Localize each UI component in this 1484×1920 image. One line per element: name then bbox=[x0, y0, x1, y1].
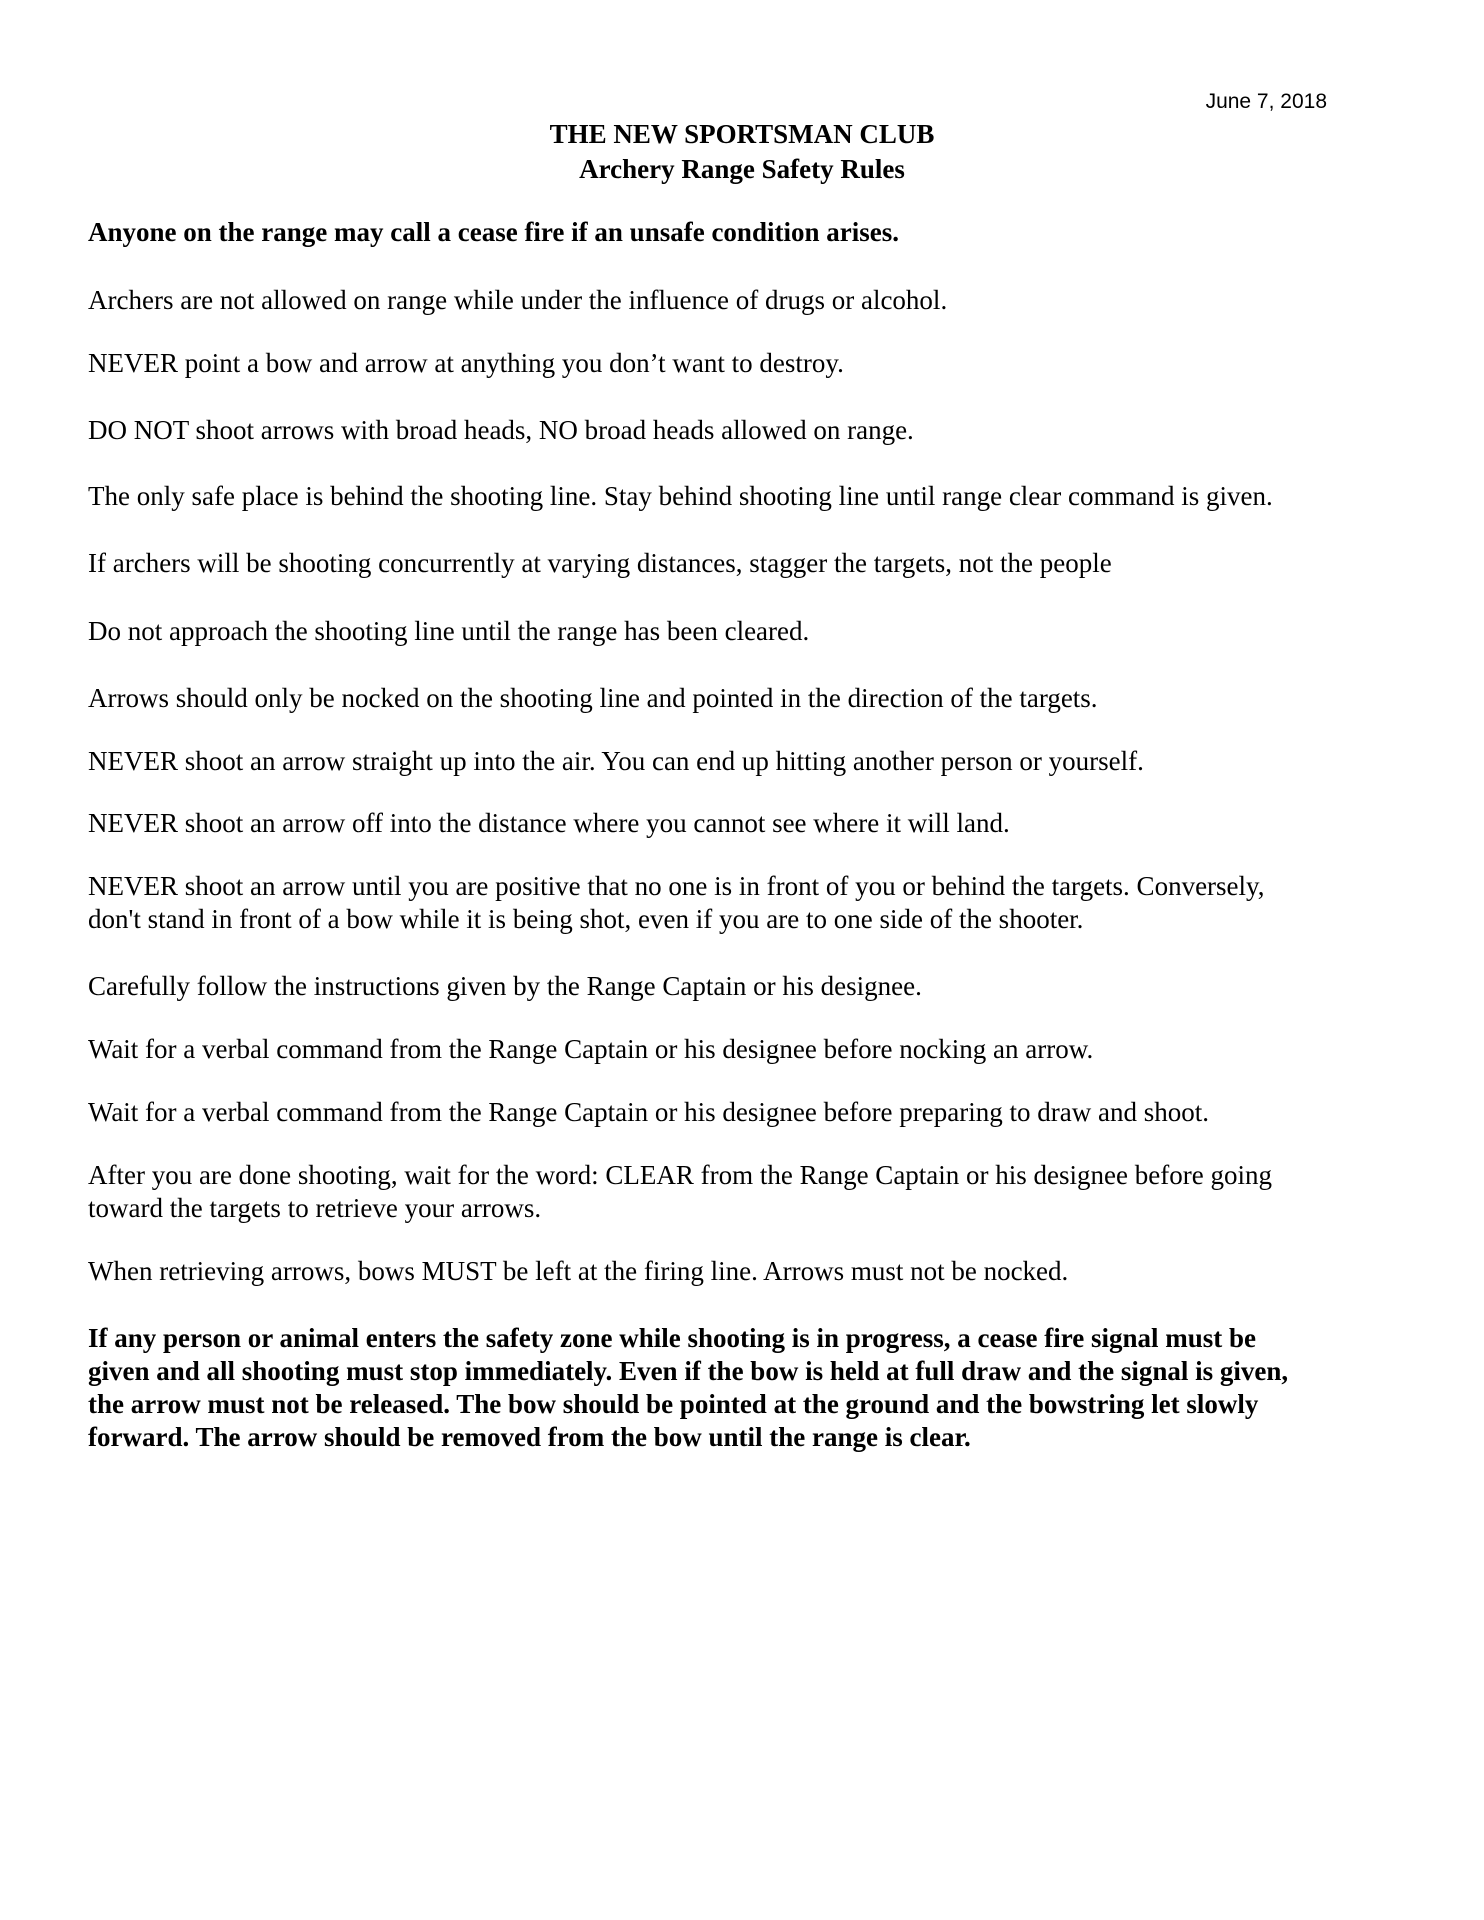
closing-line: the arrow must not be released. The bow should be pointed at the ground and the bowstring let slowly bbox=[88, 1389, 1259, 1419]
rule-line: Wait for a verbal command from the Range Captain or his designee before nocking an arrow. bbox=[88, 1034, 1094, 1064]
rule-line: NEVER shoot an arrow straight up into the air. You can end up hitting another person or yourself. bbox=[88, 746, 1144, 776]
rule-line: toward the targets to retrieve your arrows. bbox=[88, 1193, 542, 1223]
rule-item bbox=[88, 414, 914, 447]
rule-line: If archers will be shooting concurrently at varying distances, stagger the targets, not the people bbox=[88, 548, 1112, 578]
rule-line: NEVER shoot an arrow until you are positive that no one is in front of you or behind the targets. Conversely, bbox=[88, 871, 1265, 901]
rule-line: Wait for a verbal command from the Range Captain or his designee before preparing to draw and shoot. bbox=[88, 1097, 1209, 1127]
document-title: THE NEW SPORTSMAN CLUB bbox=[549, 119, 935, 149]
intro-statement: Anyone on the range may call a cease fire if an unsafe condition arises. bbox=[88, 217, 899, 247]
rule-line: After you are done shooting, wait for the word: CLEAR from the Range Captain or his designee before going bbox=[88, 1160, 1272, 1190]
rule-line: Carefully follow the instructions given by the Range Captain or his designee. bbox=[88, 971, 922, 1001]
rule-item bbox=[88, 480, 1273, 513]
rule-line: When retrieving arrows, bows MUST be left at the firing line. Arrows must not be nocked. bbox=[88, 1256, 1069, 1286]
rule-line: DO NOT shoot arrows with broad heads, NO broad heads allowed on range. bbox=[88, 415, 914, 445]
rule-line: Arrows should only be nocked on the shooting line and pointed in the direction of the targets. bbox=[88, 683, 1098, 713]
rule-item bbox=[88, 970, 922, 1003]
rule-item bbox=[88, 745, 1144, 778]
rule-line: NEVER shoot an arrow off into the distance where you cannot see where it will land. bbox=[88, 808, 1010, 838]
closing-line: forward. The arrow should be removed from the bow until the range is clear. bbox=[88, 1422, 971, 1452]
document-date: June 7, 2018 bbox=[1205, 90, 1327, 113]
closing-line: If any person or animal enters the safety zone while shooting is in progress, a cease fire signal must be bbox=[88, 1323, 1256, 1353]
rule-item bbox=[88, 284, 947, 317]
rule-item bbox=[88, 615, 809, 648]
document-subtitle: Archery Range Safety Rules bbox=[579, 154, 905, 184]
rule-item bbox=[88, 682, 1098, 715]
rule-line: NEVER point a bow and arrow at anything you don’t want to destroy. bbox=[88, 348, 844, 378]
rule-item bbox=[88, 1033, 1093, 1066]
closing-statement bbox=[88, 1322, 1288, 1454]
rule-line: The only safe place is behind the shooting line. Stay behind shooting line until range clear command is given. bbox=[88, 481, 1273, 511]
rule-item bbox=[88, 1096, 1209, 1129]
closing-line: given and all shooting must stop immediately. Even if the bow is held at full draw and the signal is given, bbox=[88, 1356, 1289, 1386]
rule-item bbox=[88, 347, 844, 380]
rule-item bbox=[88, 870, 1265, 936]
rule-item bbox=[88, 1159, 1272, 1225]
rule-item bbox=[88, 1255, 1068, 1288]
rule-line: Archers are not allowed on range while under the influence of drugs or alcohol. bbox=[88, 285, 948, 315]
rule-item bbox=[88, 547, 1112, 580]
rule-line: don't stand in front of a bow while it is being shot, even if you are to one side of the shooter. bbox=[88, 904, 1084, 934]
rule-line: Do not approach the shooting line until the range has been cleared. bbox=[88, 616, 810, 646]
rule-item bbox=[88, 807, 1010, 840]
